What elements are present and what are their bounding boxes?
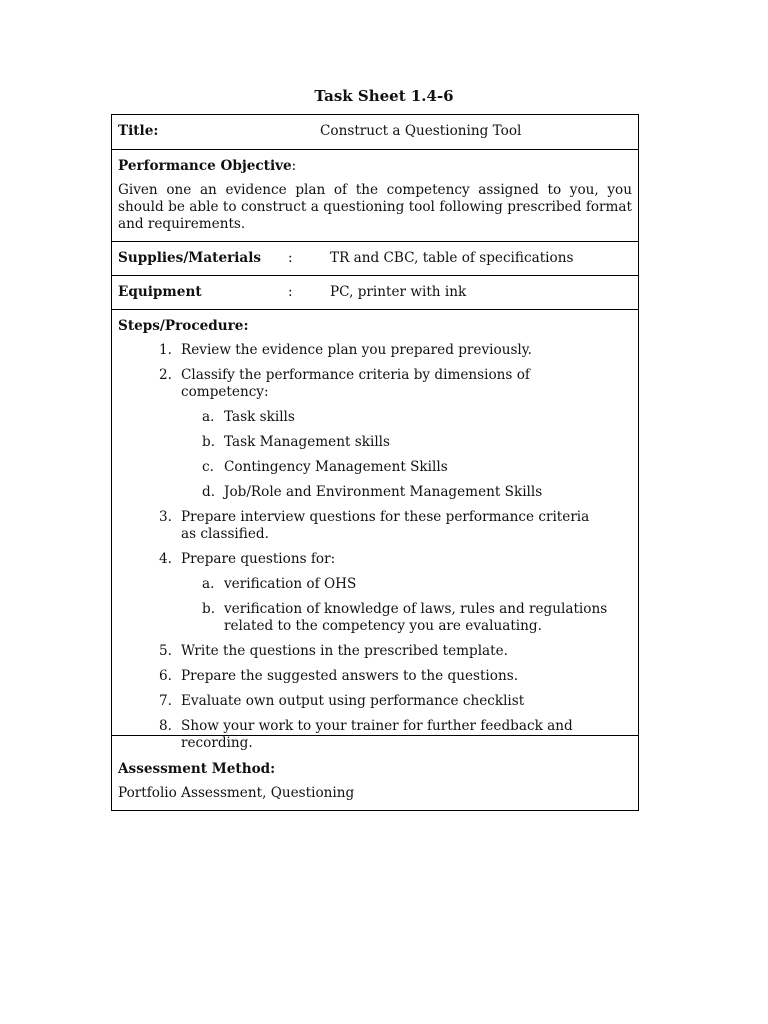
- sub-step-item: [112, 484, 638, 501]
- assessment-value: Portfolio Assessment, Questioning: [118, 785, 355, 801]
- assessment-label: Assessment Method:: [118, 761, 276, 777]
- steps-heading: Steps/Procedure:: [118, 318, 249, 334]
- sub-step-letter: c.: [202, 459, 214, 475]
- sub-step-letter: a.: [202, 409, 215, 425]
- title-label: Title:: [118, 123, 159, 139]
- steps-row: [112, 310, 638, 751]
- step-text: Classify the performance criteria by dimensions of competency:: [181, 367, 530, 400]
- step-number: 4.: [159, 551, 172, 567]
- sub-step-letter: b.: [202, 434, 216, 450]
- steps-list: [112, 342, 638, 760]
- step-number: 3.: [159, 509, 172, 525]
- sub-step-item: [112, 601, 638, 635]
- sub-step-item: [112, 576, 638, 593]
- equipment-row: [112, 276, 638, 310]
- sub-step-text: Task Management skills: [224, 434, 390, 450]
- step-number: 5.: [159, 643, 172, 659]
- supplies-label: Supplies/Materials: [118, 250, 262, 266]
- step-text: Evaluate own output using performance checklist: [181, 693, 525, 709]
- step-text: Show your work to your trainer for further feedback and recording.: [181, 718, 573, 751]
- step-number: 1.: [159, 342, 172, 358]
- objective-label: Performance Objective: [118, 158, 292, 174]
- step-number: 7.: [159, 693, 172, 709]
- step-number: 2.: [159, 367, 172, 383]
- step-item: [112, 367, 638, 401]
- step-text: Review the evidence plan you prepared previously.: [181, 342, 532, 358]
- step-text: Prepare interview questions for these performance criteria as classified.: [181, 509, 590, 542]
- objective-heading: [118, 158, 632, 175]
- sub-step-text: Task skills: [224, 409, 295, 425]
- step-item: [112, 551, 638, 568]
- step-text: Prepare the suggested answers to the questions.: [181, 668, 519, 684]
- page-title: Task Sheet 1.4-6: [314, 87, 454, 105]
- objective-row: [112, 150, 638, 242]
- sub-step-text: verification of OHS: [224, 576, 357, 592]
- step-item: [112, 718, 638, 752]
- equipment-label: Equipment: [118, 284, 202, 300]
- sub-step-letter: b.: [202, 601, 216, 617]
- sub-step-letter: a.: [202, 576, 215, 592]
- equipment-colon: :: [288, 284, 293, 300]
- step-item: [112, 509, 638, 543]
- step-item: [112, 342, 638, 359]
- step-item: [112, 693, 638, 710]
- sub-step-item: [112, 409, 638, 426]
- title-row: [112, 115, 638, 150]
- objective-colon: :: [291, 158, 297, 174]
- sub-step-letter: d.: [202, 484, 216, 500]
- title-value: Construct a Questioning Tool: [320, 123, 522, 139]
- supplies-row: [112, 242, 638, 276]
- step-number: 6.: [159, 668, 172, 684]
- step-text: Prepare questions for:: [181, 551, 336, 567]
- task-sheet-table: [111, 114, 639, 811]
- sub-step-text: Contingency Management Skills: [224, 459, 448, 475]
- equipment-value: PC, printer with ink: [330, 284, 467, 300]
- step-item: [112, 668, 638, 685]
- step-item: [112, 643, 638, 660]
- step-number: 8.: [159, 718, 172, 734]
- supplies-value: TR and CBC, table of specifications: [330, 250, 574, 266]
- objective-text: Given one an evidence plan of the competency assigned to you, you should be able to construct a questioning tool following prescribed format and requirements.: [118, 182, 632, 232]
- step-text: Write the questions in the prescribed template.: [181, 643, 508, 659]
- sub-step-text: verification of knowledge of laws, rules and regulations related to the competency you are evaluating.: [224, 601, 608, 634]
- sub-step-text: Job/Role and Environment Management Skills: [224, 484, 543, 500]
- supplies-colon: :: [288, 250, 293, 266]
- sub-step-item: [112, 434, 638, 451]
- sub-step-item: [112, 459, 638, 476]
